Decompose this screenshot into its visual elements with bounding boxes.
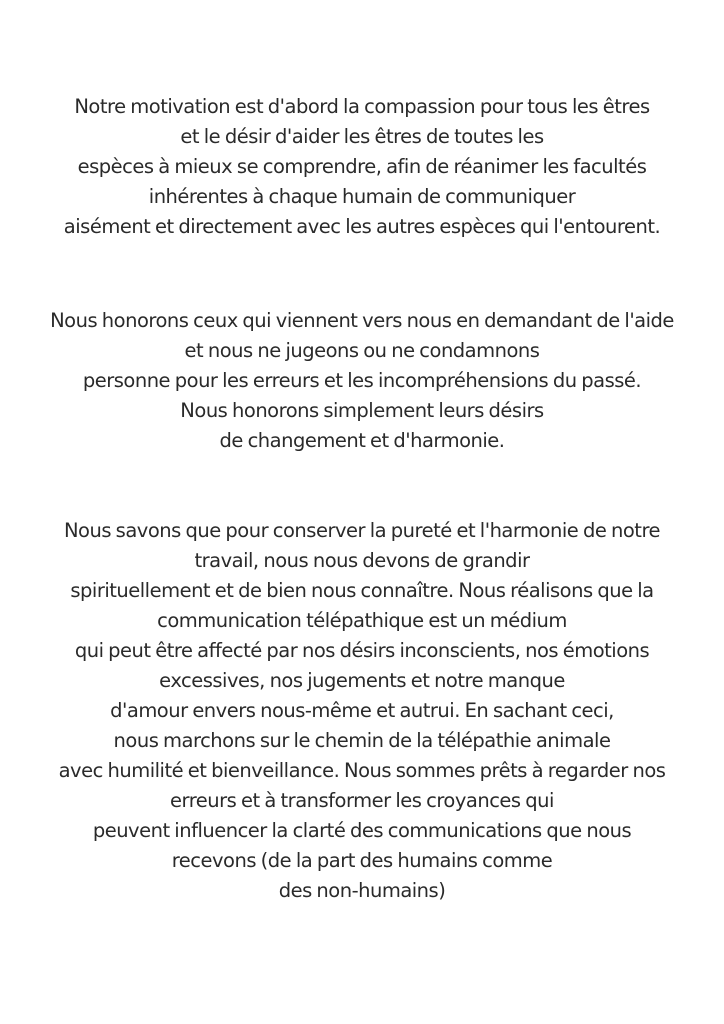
paragraph-honor	[0, 306, 724, 456]
text-line: et nous ne jugeons ou ne condamnons	[184, 339, 540, 362]
text-line: excessives, nos jugements et notre manque	[159, 669, 565, 692]
text-line: Notre motivation est d'abord la compassion pour tous les êtres	[74, 95, 650, 118]
text-line: erreurs et à transformer les croyances qui	[170, 789, 554, 812]
text-line: personne pour les erreurs et les incompréhensions du passé.	[82, 369, 642, 392]
text-line: et le désir d'aider les êtres de toutes les	[180, 125, 544, 148]
text-line: communication télépathique est un médium	[157, 609, 567, 632]
text-line: nous marchons sur le chemin de la télépathie animale	[113, 729, 611, 752]
text-line: travail, nous nous devons de grandir	[194, 549, 530, 572]
text-line: de changement et d'harmonie.	[219, 429, 505, 452]
text-line: spirituellement et de bien nous connaître. Nous réalisons que la	[70, 579, 654, 602]
text-line: espèces à mieux se comprendre, afin de réanimer les facultés	[77, 155, 647, 178]
text-line: Nous savons que pour conserver la pureté et l'harmonie de notre	[63, 519, 661, 542]
paragraph-motivation	[0, 92, 724, 242]
text-line: aisément et directement avec les autres espèces qui l'entourent.	[63, 215, 661, 238]
text-line: Nous honorons ceux qui viennent vers nous en demandant de l'aide	[50, 309, 674, 332]
text-line: des non-humains)	[278, 879, 446, 902]
text-line: recevons (de la part des humains comme	[171, 849, 553, 872]
paragraph-purity	[0, 516, 724, 906]
text-line: d'amour envers nous-même et autrui. En sachant ceci,	[110, 699, 614, 722]
text-line: qui peut être affecté par nos désirs inconscients, nos émotions	[74, 639, 650, 662]
text-line: inhérentes à chaque humain de communiquer	[148, 185, 576, 208]
text-line: peuvent influencer la clarté des communications que nous	[92, 819, 632, 842]
text-line: Nous honorons simplement leurs désirs	[180, 399, 544, 422]
text-line: avec humilité et bienveillance. Nous sommes prêts à regarder nos	[58, 759, 666, 782]
